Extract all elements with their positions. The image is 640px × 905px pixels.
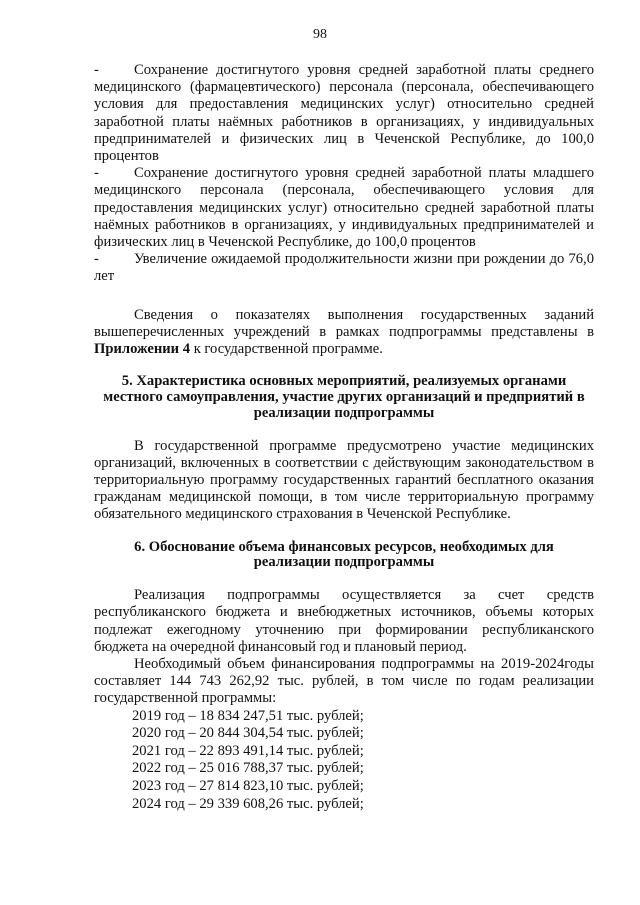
section-5-heading: 5. Характеристика основных мероприятий, реализуемых органами местного самоуправления, участие других организаций и предприятий в реализации подпрограммы [103, 373, 585, 421]
appendix-note-text: Сведения о показателях выполнения государственных заданий вышеперечисленных учреждений в рамках подпрограммы представлены в [94, 306, 594, 340]
indicator-item [94, 165, 594, 251]
section-6-paragraph-2: Необходимый объем финансирования подпрограммы на 2019-2024годы составляет 144 743 262,92 тыс. рублей, в том числе по годам реализации государственной программы: [94, 656, 594, 707]
appendix-reference: Приложении 4 [94, 341, 191, 358]
section-6-heading: 6. Обоснование объема финансовых ресурсов, необходимых для реализации подпрограммы [134, 538, 554, 571]
list-dash: - [94, 251, 99, 268]
list-dash: - [94, 165, 99, 182]
funding-year-item: 2024 год – 29 339 608,26 тыс. рублей; [132, 795, 364, 812]
indicator-item [94, 62, 594, 165]
list-dash: - [94, 62, 99, 78]
indicator-item [94, 251, 594, 285]
page-number: 98 [313, 27, 327, 42]
funding-year-item: 2019 год – 18 834 247,51 тыс. рублей; [132, 707, 364, 724]
funding-year-item: 2021 год – 22 893 491,14 тыс. рублей; [132, 742, 364, 759]
funding-by-year-list [94, 708, 594, 814]
section-6-paragraph-1: Реализация подпрограммы осуществляется за счет средств республиканского бюджета и внебюджетных источников, объемы которых подлежат ежегодному уточнению при формировании республиканского бюджета на очередной финансовый год и плановый период. [94, 587, 594, 655]
indicator-text: Увеличение ожидаемой продолжительности жизни при рождении до 76,0 лет [94, 251, 594, 285]
funding-year-item: 2022 год – 25 016 788,37 тыс. рублей; [132, 760, 364, 777]
appendix-note-tail: к государственной программе. [190, 341, 383, 358]
section-5-paragraph: В государственной программе предусмотрено участие медицинских организаций, включенных в соответствии с действующим законодательством в территориальную программу государственных гарантий бесплатного оказания гражданам медицинской помощи, в том числе территориальную программу обязательного медицинского страхования в Чеченской Республике. [94, 437, 594, 523]
funding-year-item: 2023 год – 27 814 823,10 тыс. рублей; [132, 778, 364, 795]
appendix-note [94, 307, 594, 359]
indicator-text: Сохранение достигнутого уровня средней заработной платы младшего медицинского персонала (персонала, обеспечивающего условия для предоставления медицинских услуг) относительно средней заработной платы наёмных работников в организациях, у индивидуальных предпринимателей и физических лиц в Чеченской Республике, до 100,0 процентов [94, 165, 594, 251]
page-body [94, 62, 594, 813]
funding-year-item: 2020 год – 20 844 304,54 тыс. рублей; [132, 725, 364, 742]
indicator-text: Сохранение достигнутого уровня средней заработной платы среднего медицинского (фармацевтического) персонала (персонала, обеспечивающего условия для предоставления медицинских услуг) относительно средней заработной платы наёмных работников в организациях, у индивидуальных предпринимателей и физических лиц в Чеченской Республике, до 100,0 процентов [94, 62, 594, 165]
